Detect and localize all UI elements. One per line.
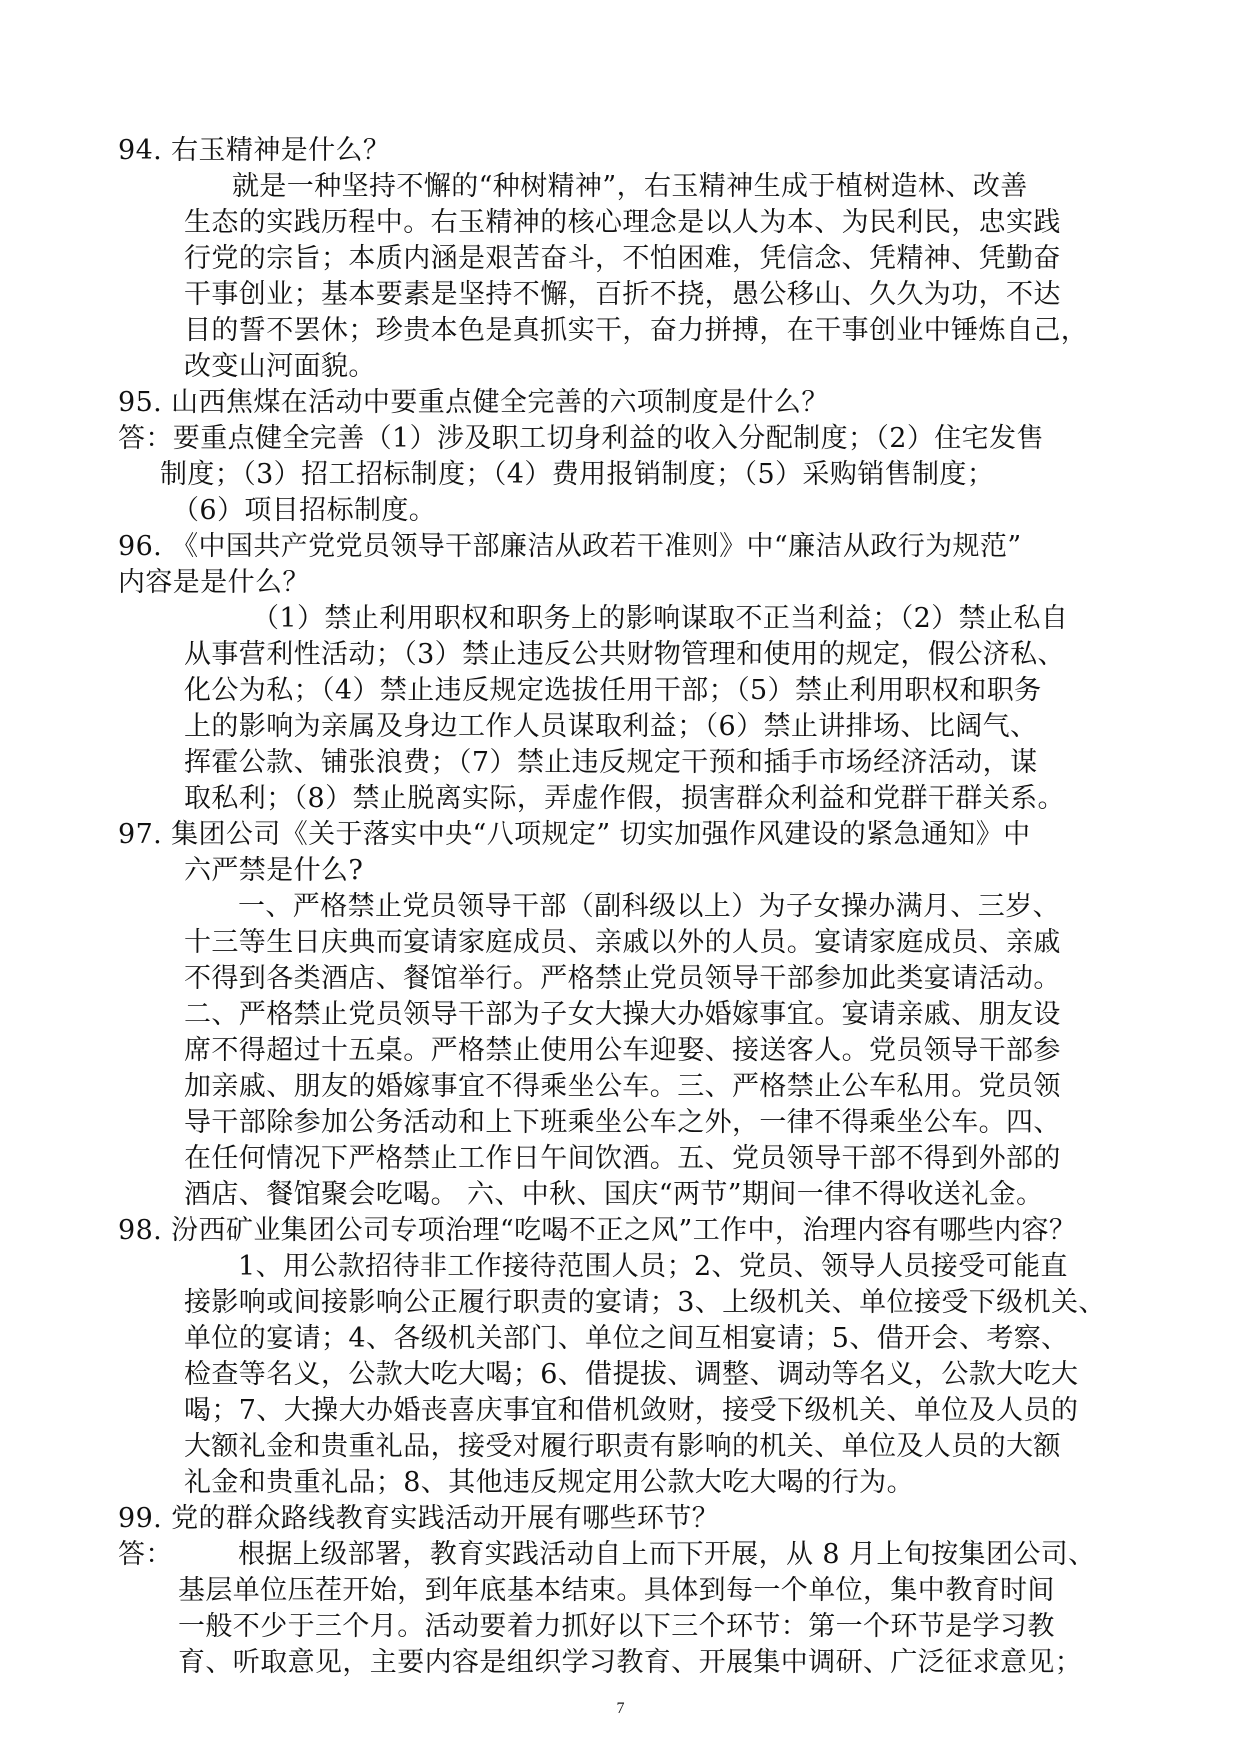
answer-98-line: 大额礼金和贵重礼品，接受对履行职责有影响的机关、单位及人员的大额 <box>184 1431 1061 1462</box>
answer-94-line: 行党的宗旨；本质内涵是艰苦奋斗，不怕困难，凭信念、凭精神、凭勤奋 <box>184 243 1061 274</box>
question-98: 98. 汾西矿业集团公司专项治理“吃喝不正之风”工作中，治理内容有哪些内容？ <box>118 1215 1077 1246</box>
answer-99-prefix: 答： <box>118 1539 173 1570</box>
answer-99-line: 一般不少于三个月。活动要着力抓好以下三个环节：第一个环节是学习教 <box>178 1611 1055 1642</box>
answer-98-line: 喝；7、大操大办婚丧喜庆事宜和借机敛财，接受下级机关、单位及人员的 <box>184 1395 1079 1426</box>
answer-95-line: 答：要重点健全完善（1）涉及职工切身利益的收入分配制度；（2）住宅发售 <box>118 423 1044 454</box>
answer-96-line: 化公为私；（4）禁止违反规定选拔任用干部；（5）禁止利用职权和职务 <box>184 675 1042 706</box>
answer-95-line: （6）项目招标制度。 <box>172 495 437 526</box>
answer-97-line: 十三等生日庆典而宴请家庭成员、亲戚以外的人员。宴请家庭成员、亲戚 <box>184 927 1061 958</box>
answer-96-line: 从事营利性活动；（3）禁止违反公共财物管理和使用的规定，假公济私、 <box>184 639 1065 670</box>
answer-98-line: 接影响或间接影响公正履行职责的宴请；3、上级机关、单位接受下级机关、 <box>184 1287 1106 1318</box>
answer-97-line: 酒店、餐馆聚会吃喝。 六、中秋、国庆“两节”期间一律不得收送礼金。 <box>184 1179 1044 1210</box>
question-96-cont: 内容是是什么？ <box>118 567 310 598</box>
answer-97-line: 加亲戚、朋友的婚嫁事宜不得乘坐公车。三、严格禁止公车私用。党员领 <box>184 1071 1061 1102</box>
answer-98-line: 检查等名义，公款大吃大喝；6、借提拔、调整、调动等名义，公款大吃大 <box>184 1359 1079 1390</box>
answer-95-line: 制度；（3）招工招标制度；（4）费用报销制度；（5）采购销售制度； <box>160 459 995 490</box>
answer-99-line: 育、听取意见，主要内容是组织学习教育、开展集中调研、广泛征求意见； <box>178 1647 1083 1678</box>
answer-96-line: 挥霍公款、铺张浪费；（7）禁止违反规定干预和插手市场经济活动，谋 <box>184 747 1038 778</box>
answer-94-line: 就是一种坚持不懈的“种树精神”，右玉精神生成于植树造林、改善 <box>232 171 1028 202</box>
answer-97-line: 二、严格禁止党员领导干部为子女大操大办婚嫁事宜。宴请亲戚、朋友设 <box>184 999 1061 1030</box>
answer-97-line: 在任何情况下严格禁止工作日午间饮酒。五、党员领导干部不得到外部的 <box>184 1143 1061 1174</box>
answer-97-line: 一、严格禁止党员领导干部（副科级以上）为子女操办满月、三岁、 <box>238 891 1060 922</box>
answer-94-line: 改变山河面貌。 <box>184 351 376 382</box>
answer-97-line: 导干部除参加公务活动和上下班乘坐公车之外，一律不得乘坐公车。四、 <box>184 1107 1061 1138</box>
answer-97-line: 不得到各类酒店、餐馆举行。严格禁止党员领导干部参加此类宴请活动。 <box>184 963 1061 994</box>
answer-94-line: 目的誓不罢休；珍贵本色是真抓实干，奋力拼搏，在干事创业中锤炼自己， <box>184 315 1089 346</box>
answer-96-line: （1）禁止利用职权和职务上的影响谋取不正当利益；（2）禁止私自 <box>252 603 1069 634</box>
page-number: 7 <box>616 1700 625 1717</box>
answer-96-line: 取私利；（8）禁止脱离实际，弄虚作假，损害群众利益和党群干群关系。 <box>184 783 1065 814</box>
answer-97-line: 席不得超过十五桌。严格禁止使用公车迎娶、接送客人。党员领导干部参 <box>184 1035 1061 1066</box>
answer-99-line: 根据上级部署，教育实践活动自上而下开展，从 8 月上旬按集团公司、 <box>238 1539 1096 1570</box>
answer-98-line: 1、用公款招待非工作接待范围人员；2、党员、领导人员接受可能直 <box>238 1251 1068 1282</box>
question-96: 96. 《中国共产党党员领导干部廉洁从政若干准则》中“廉洁从政行为规范” <box>118 531 1022 562</box>
question-94: 94. 右玉精神是什么？ <box>118 135 391 166</box>
answer-96-line: 上的影响为亲属及身边工作人员谋取利益；（6）禁止讲排场、比阔气、 <box>184 711 1038 742</box>
answer-98-line: 单位的宴请；4、各级机关部门、单位之间互相宴请；5、借开会、考察、 <box>184 1323 1069 1354</box>
question-97: 97. 集团公司《关于落实中央“八项规定” 切实加强作风建设的紧急通知》中 <box>118 819 1031 850</box>
question-99: 99. 党的群众路线教育实践活动开展有哪些环节？ <box>118 1503 720 1534</box>
answer-94-line: 生态的实践历程中。右玉精神的核心理念是以人为本、为民利民，忠实践 <box>184 207 1061 238</box>
question-95: 95. 山西焦煤在活动中要重点健全完善的六项制度是什么？ <box>118 387 829 418</box>
answer-99-line: 基层单位压茬开始，到年底基本结束。具体到每一个单位，集中教育时间 <box>178 1575 1055 1606</box>
answer-98-line: 礼金和贵重礼品；8、其他违反规定用公款大吃大喝的行为。 <box>184 1467 914 1498</box>
question-97-cont: 六严禁是什么? <box>184 855 364 886</box>
answer-94-line: 干事创业；基本要素是坚持不懈，百折不挠，愚公移山、久久为功，不达 <box>184 279 1061 310</box>
